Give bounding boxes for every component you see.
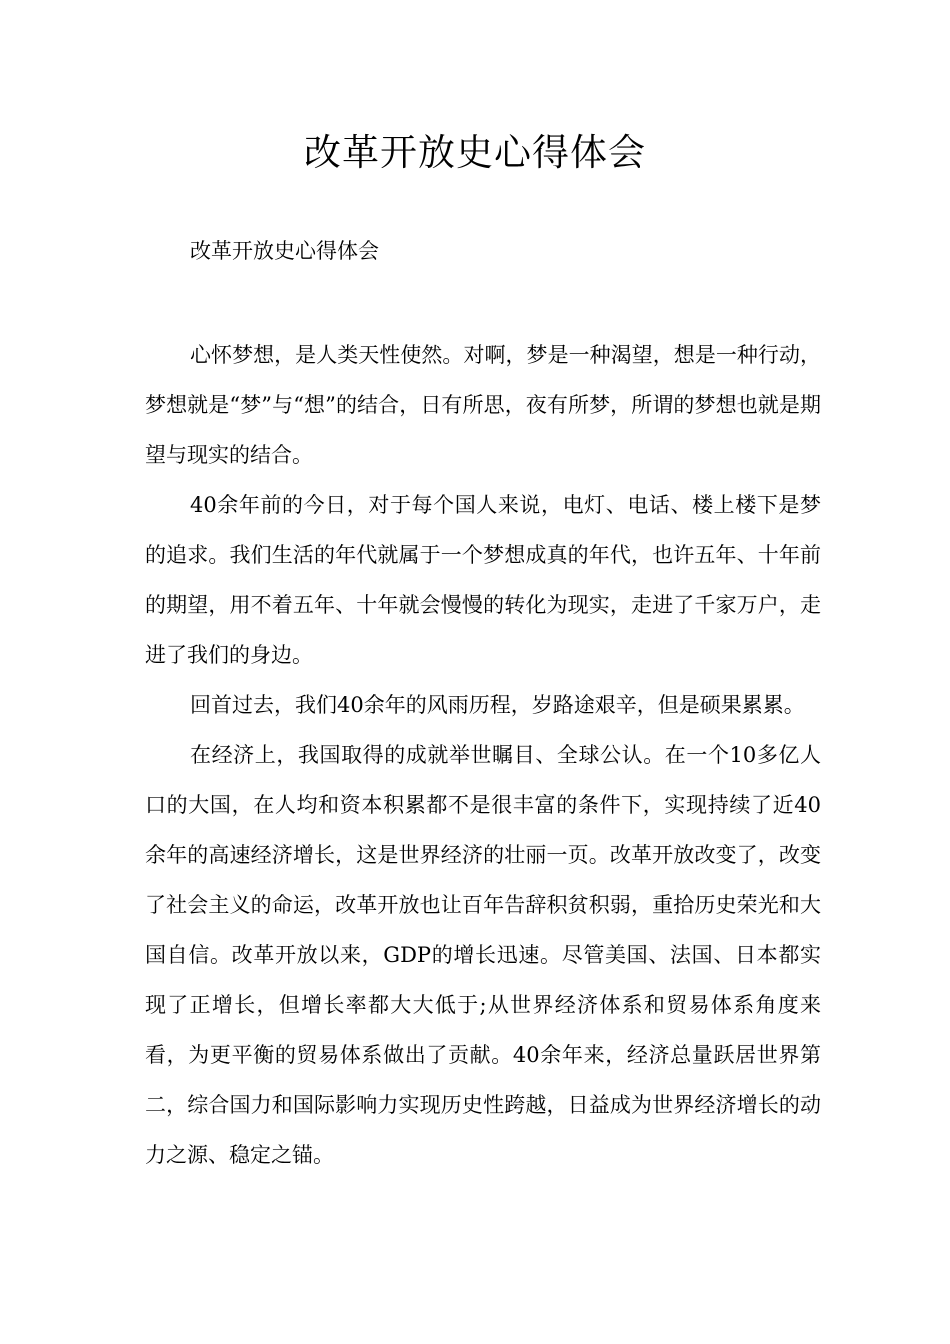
paragraph: 心怀梦想，是人类天性使然。对啊，梦是一种渴望，想是一种行动，梦想就是“梦”与“想”的结合，日有所思，夜有所梦，所谓的梦想也就是期望与现实的结合。	[145, 343, 821, 467]
document-subtitle: 改革开放史心得体会	[190, 239, 379, 263]
paragraph: 在经济上，我国取得的成就举世瞩目、全球公认。在一个10多亿人口的大国，在人均和资本积累都不是很丰富的条件下，实现持续了近40余年的高速经济增长，这是世界经济的壮丽一页。改革开放改变了，改变了社会主义的命运，改革开放也让百年告辞积贫积弱，重拾历史荣光和大国自信。改革开放以来，GDP的增长迅速。尽管美国、法国、日本都实现了正增长，但增长率都大大低于;从世界经济体系和贸易体系角度来看，为更平衡的贸易体系做出了贡献。40余年来，经济总量跃居世界第二，综合国力和国际影响力实现历史性跨越，日益成为世界经济增长的动力之源、稳定之锚。	[145, 743, 821, 1167]
paragraph: 回首过去，我们40余年的风雨历程，岁路途艰辛，但是硕果累累。	[190, 693, 805, 717]
paragraph: 40余年前的今日，对于每个国人来说，电灯、电话、楼上楼下是梦的追求。我们生活的年代就属于一个梦想成真的年代，也许五年、十年前的期望，用不着五年、十年就会慢慢的转化为现实，走进了千家万户，走进了我们的身边。	[145, 493, 821, 667]
document-body	[145, 330, 821, 1180]
page-title: 改革开放史心得体会	[304, 131, 646, 174]
